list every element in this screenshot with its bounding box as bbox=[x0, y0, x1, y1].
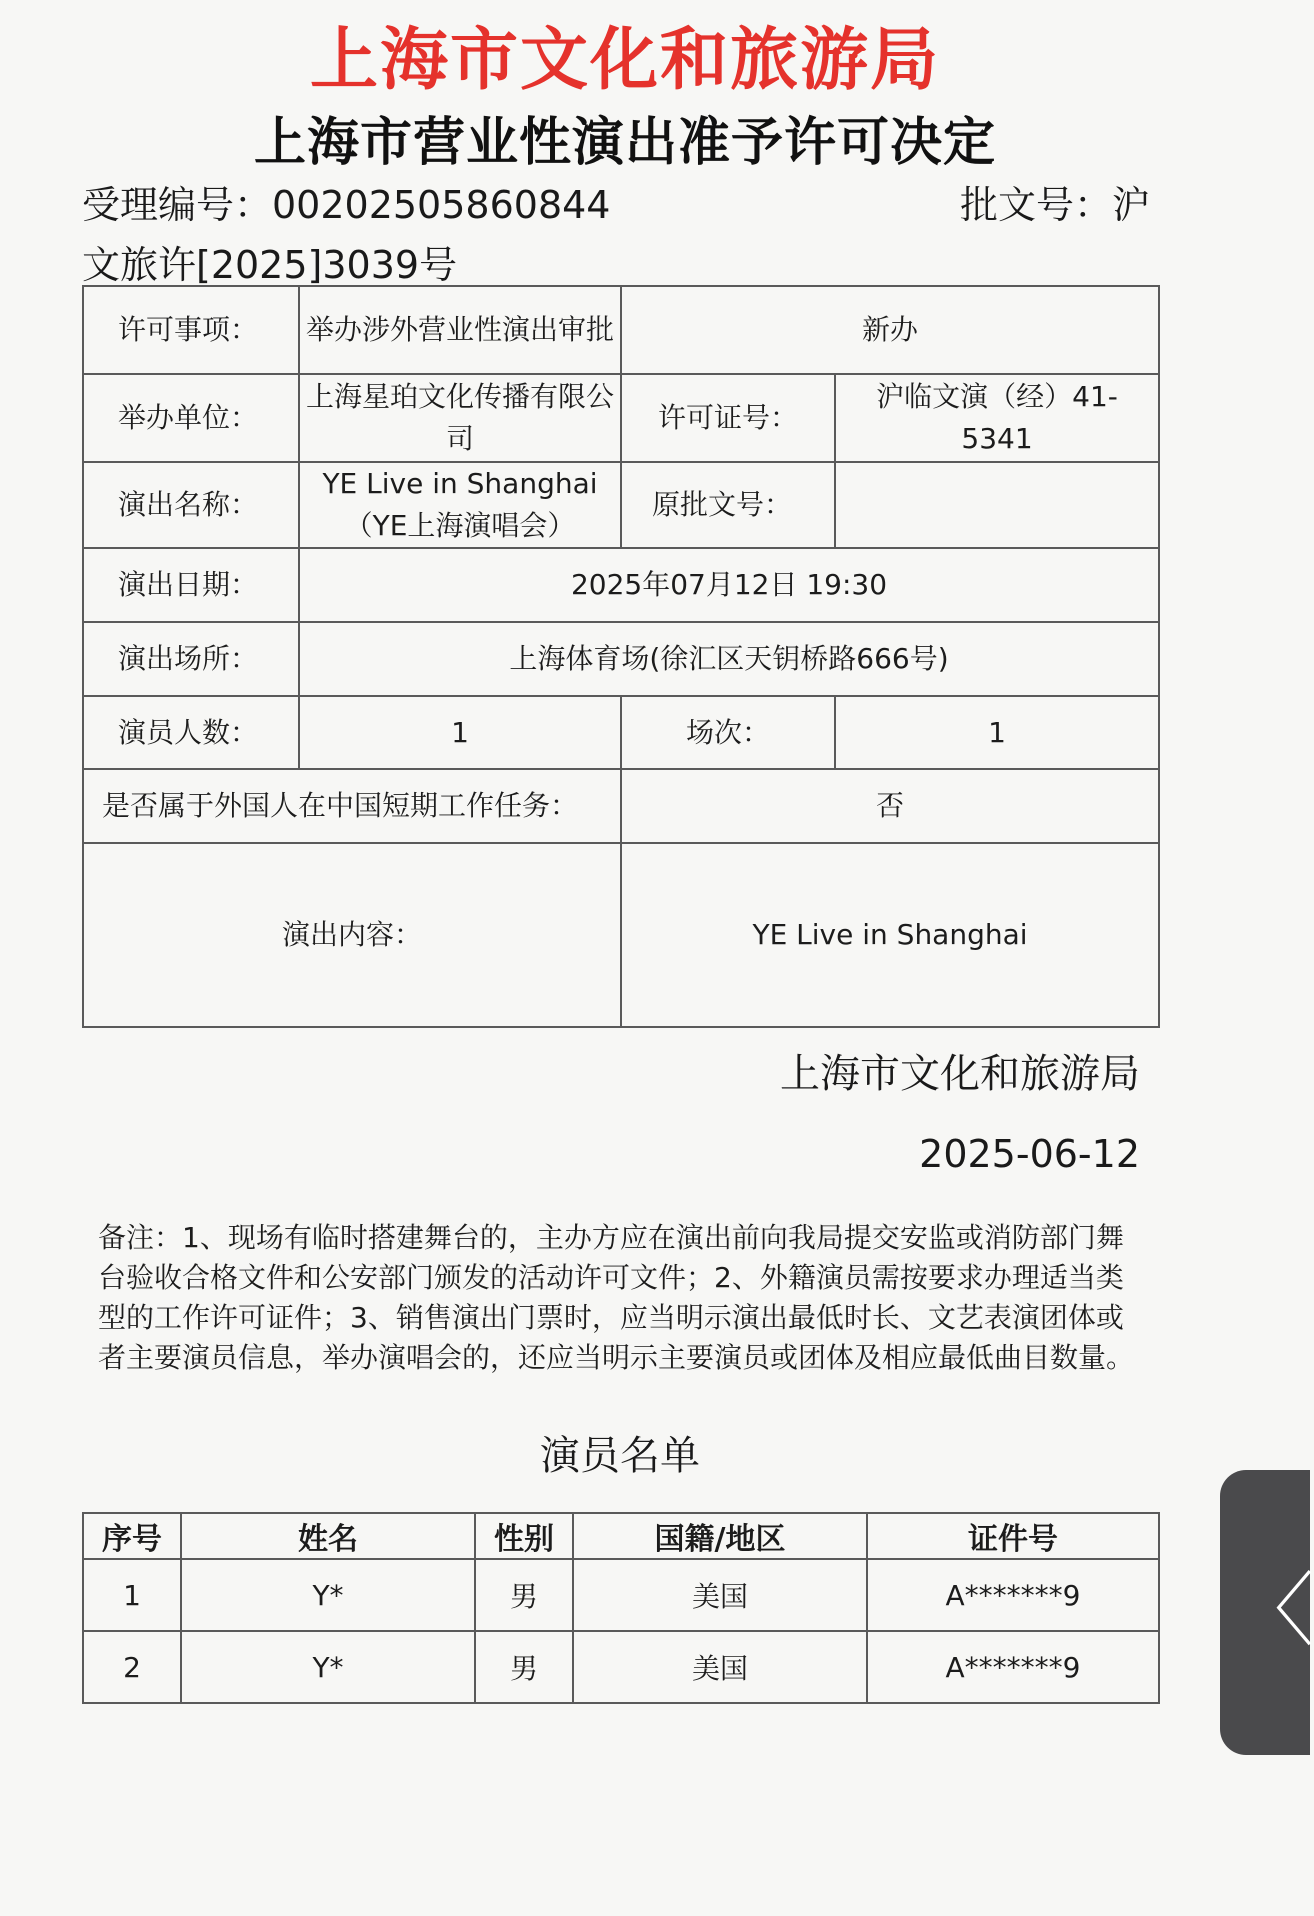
table-row bbox=[83, 286, 1159, 374]
table-cell: 美国 bbox=[573, 1559, 867, 1631]
approval-number-continued: 文旅许[2025]3039号 bbox=[82, 243, 458, 287]
table-cell: Y* bbox=[181, 1631, 475, 1703]
performer-list-title: 演员名单 bbox=[540, 1433, 700, 1479]
permit-item-label: 许可事项： bbox=[83, 286, 299, 374]
sessions-value: 1 bbox=[835, 696, 1159, 769]
performer-table bbox=[82, 1512, 1160, 1704]
table-row bbox=[83, 769, 1159, 843]
table-cell: 美国 bbox=[573, 1631, 867, 1703]
license-label: 许可证号： bbox=[621, 374, 835, 462]
column-header: 国籍/地区 bbox=[573, 1513, 867, 1559]
document-title: 上海市营业性演出准予许可决定 bbox=[253, 113, 996, 173]
chevron-left-icon: 〈 bbox=[1234, 1564, 1314, 1657]
table-cell: 2 bbox=[83, 1631, 181, 1703]
remarks: 备注：1、现场有临时搭建舞台的，主办方应在演出前向我局提交安监或消防部门舞台验收合格文件和公安部门颁发的活动许可文件；2、外籍演员需按要求办理适当类型的工作许可证件；3、销售演出门票时，应当明示演出最低时长、文艺表演团体或者主要演员信息，举办演唱会的，还应当明示主要演员或团体及相应最低曲目数量。 bbox=[98, 1221, 1135, 1374]
permit-table bbox=[82, 285, 1160, 1028]
license-value: 沪临文演（经）41-5341 bbox=[835, 374, 1159, 462]
column-header: 序号 bbox=[83, 1513, 181, 1559]
table-cell: 1 bbox=[83, 1559, 181, 1631]
table-cell: A*******9 bbox=[867, 1631, 1159, 1703]
foreign-work-value: 否 bbox=[621, 769, 1159, 843]
show-content-label: 演出内容： bbox=[83, 843, 621, 1027]
table-row bbox=[83, 374, 1159, 462]
column-header: 证件号 bbox=[867, 1513, 1159, 1559]
venue-label: 演出场所： bbox=[83, 622, 299, 696]
permit-item-value: 举办涉外营业性演出审批 bbox=[299, 286, 621, 374]
venue-value: 上海体育场(徐汇区天钥桥路666号) bbox=[299, 622, 1159, 696]
table-cell: A*******9 bbox=[867, 1559, 1159, 1631]
side-panel-tab[interactable] bbox=[1220, 1470, 1314, 1755]
acceptance-number: 受理编号：00202505860844 bbox=[82, 183, 611, 227]
organizer-value: 上海星珀文化传播有限公司 bbox=[299, 374, 621, 462]
table-row bbox=[83, 548, 1159, 622]
show-name-value: YE Live in Shanghai（YE上海演唱会） bbox=[299, 462, 621, 548]
show-date-value: 2025年07月12日 19:30 bbox=[299, 548, 1159, 622]
table-row bbox=[83, 696, 1159, 769]
org-title: 上海市文化和旅游局 bbox=[309, 21, 940, 100]
original-approval-label: 原批文号： bbox=[621, 462, 835, 548]
approval-number: 批文号：沪 bbox=[960, 183, 1151, 227]
table-cell: 男 bbox=[475, 1631, 573, 1703]
performer-count-label: 演员人数： bbox=[83, 696, 299, 769]
table-row bbox=[83, 843, 1159, 1027]
foreign-work-label: 是否属于外国人在中国短期工作任务： bbox=[83, 769, 621, 843]
column-header: 性别 bbox=[475, 1513, 573, 1559]
table-header-row bbox=[83, 1513, 1159, 1559]
show-name-label: 演出名称： bbox=[83, 462, 299, 548]
permit-item-status: 新办 bbox=[621, 286, 1159, 374]
table-row bbox=[83, 462, 1159, 548]
performer-count-value: 1 bbox=[299, 696, 621, 769]
table-cell: Y* bbox=[181, 1559, 475, 1631]
original-approval-value bbox=[835, 462, 1159, 548]
issuing-authority: 上海市文化和旅游局 bbox=[780, 1051, 1140, 1097]
table-cell: 男 bbox=[475, 1559, 573, 1631]
table-row bbox=[83, 622, 1159, 696]
table-row bbox=[83, 1559, 1159, 1631]
table-row bbox=[83, 1631, 1159, 1703]
organizer-label: 举办单位： bbox=[83, 374, 299, 462]
sessions-label: 场次： bbox=[621, 696, 835, 769]
issue-date: 2025-06-12 bbox=[919, 1132, 1140, 1176]
show-date-label: 演出日期： bbox=[83, 548, 299, 622]
column-header: 姓名 bbox=[181, 1513, 475, 1559]
show-content-value: YE Live in Shanghai bbox=[621, 843, 1159, 1027]
